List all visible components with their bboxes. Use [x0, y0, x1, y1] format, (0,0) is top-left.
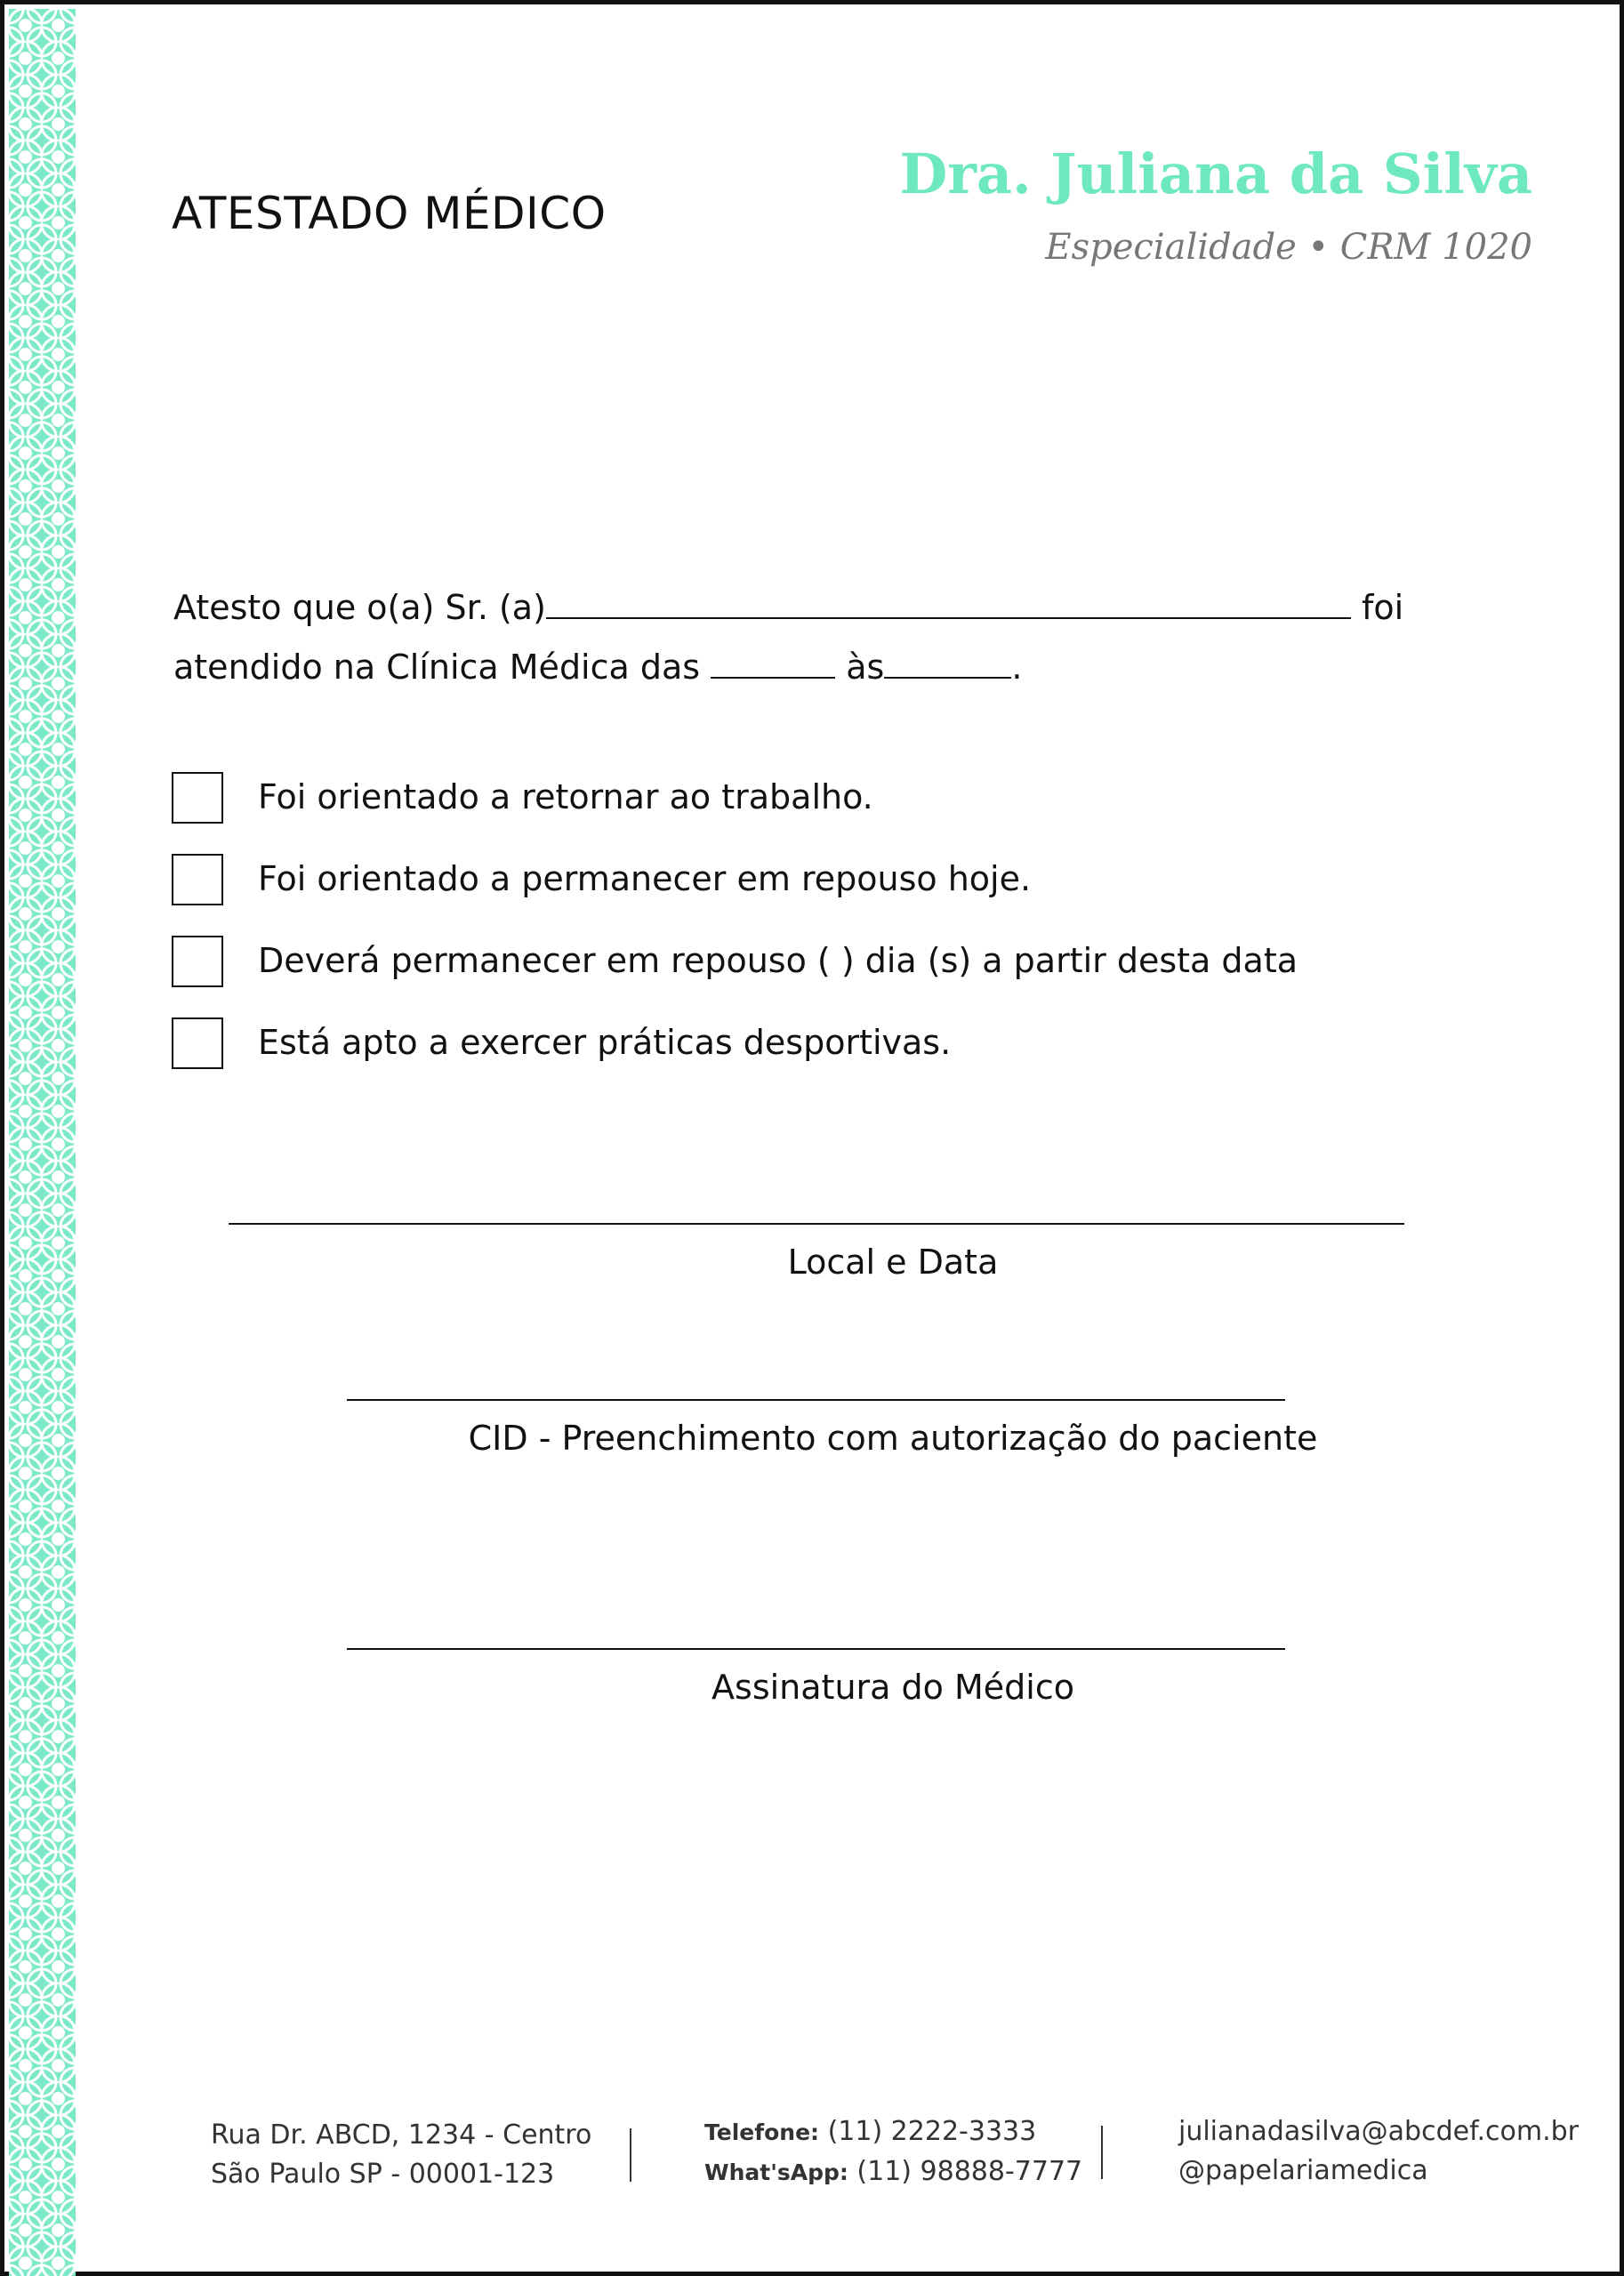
time-from-blank[interactable] [711, 647, 835, 679]
address-line-2: São Paulo SP - 00001-123 [211, 2159, 555, 2190]
phone-value: (11) 2222-3333 [819, 2116, 1037, 2147]
checkbox[interactable] [172, 854, 223, 905]
option-label: Foi orientado a retornar ao trabalho. [258, 777, 873, 816]
decorative-border-strip [9, 9, 76, 2276]
document-title: ATESTADO MÉDICO [172, 188, 607, 239]
email: julianadasilva@abcdef.com.br [1178, 2116, 1579, 2147]
address-line-1: Rua Dr. ABCD, 1234 - Centro [211, 2119, 592, 2151]
local-date-text: Local e Data [787, 1243, 999, 1282]
local-date-label [4, 1243, 1624, 1282]
instagram-handle: @papelariamedica [1178, 2155, 1428, 2186]
checkbox[interactable] [172, 1017, 223, 1069]
footer-divider [1101, 2126, 1103, 2179]
checkbox[interactable] [172, 772, 223, 824]
cid-label [4, 1419, 1624, 1458]
whatsapp-value: (11) 98888-7777 [848, 2156, 1083, 2187]
signature-line[interactable] [347, 1648, 1285, 1650]
whatsapp-row [704, 2152, 1082, 2192]
option-label: Foi orientado a permanecer em repouso hoje. [258, 859, 1032, 898]
statement-prefix: Atesto que o(a) Sr. (a) [173, 588, 546, 627]
statement-end: . [1011, 647, 1023, 687]
signature-text: Assinatura do Médico [712, 1668, 1074, 1707]
cid-line[interactable] [347, 1399, 1285, 1401]
statement-line-2 [173, 647, 1022, 687]
patient-name-blank[interactable] [546, 587, 1351, 619]
statement-to-text: às [835, 647, 885, 687]
option-label: Deverá permanecer em repouso ( ) dia (s) a partir desta data [258, 941, 1298, 980]
time-to-blank[interactable] [884, 647, 1011, 679]
footer-contact [704, 2112, 1082, 2192]
doctor-specialty-crm: Especialidade • CRM 1020 [1045, 227, 1532, 268]
phone-label: Telefone: [704, 2119, 820, 2145]
footer-address [211, 2116, 591, 2194]
checkbox[interactable] [172, 936, 223, 987]
doctor-name: Dra. Juliana da Silva [899, 141, 1532, 206]
cid-text: CID - Preenchimento com autorização do paciente [468, 1419, 1318, 1458]
statement-suffix: foi [1350, 588, 1404, 627]
footer-online [1178, 2112, 1579, 2191]
statement-clinic-text: atendido na Clínica Médica das [173, 647, 712, 687]
whatsapp-label: What'sApp: [704, 2159, 848, 2185]
local-date-line[interactable] [229, 1223, 1404, 1225]
signature-label [4, 1668, 1624, 1707]
footer-divider [630, 2128, 631, 2182]
phone-row [704, 2112, 1082, 2152]
statement-line-1 [173, 587, 1403, 627]
option-label: Está apto a exercer práticas desportivas. [258, 1023, 952, 1062]
